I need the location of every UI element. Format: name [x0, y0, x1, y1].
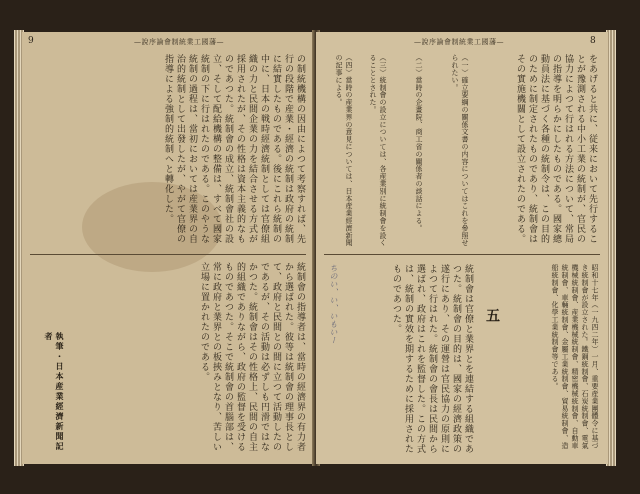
left-page [22, 32, 314, 464]
pencil-annotation: ちのい、い、いもいー [329, 264, 338, 344]
right-upper-text: をあげると共に、従来において先行することが豫測される中小工業の統制が、官民の協力によつて行はれる方法について、常局の指導を明らかにしたものである。國家總動員法に基づく各種の統制令は、この目的のために制定されたものであり、統制會はその實施機關として設立されたのである。 [515, 54, 597, 244]
note-2: （二）當時の企畫院、商工省の關係者の談話による。 [415, 54, 423, 232]
right-small-notes: 昭和十七年（一九四二年）一月、重要産業團體令に基づき統制會が設立された。鐵鋼統制會、石炭統制會、電氣機械統制會、産業機械統制會、精密機械統制會、自動車統制會、車輛統制會、金屬工業統制會、貿易統制會、造船統制會、化學工業統制會等である。 [551, 264, 599, 449]
colophon: 執筆・日本産業經濟新聞記者 [44, 332, 65, 452]
running-head-left: —說序論會制統業工國藩— [134, 38, 224, 46]
divider [324, 254, 600, 255]
note-1: （一）確立要綱の關係文書の内容についてはこれを參照せられたい。 [451, 54, 469, 247]
page-number-right: 8 [590, 36, 596, 46]
left-upper-text: の制統機構の因由によつて考察すれば、先行の段階で産業・經濟の統制は政府の統制に結實したものである。後にこれら統制の中に、日本の戦時經濟統制としては官僚組織の力と民間企業の力を結合させる方式が採用されたが、その性格は資本主義的なものであつた。統制會の成立、統制會社の設立、そして配給機構の整備は、すべて國家統制の下に行はれたのである。このやうな統制の過程は、當初においては産業界の自治的統制として出發したが、やがて官僚の指導による強制的統制へと轉化した。 [163, 54, 305, 244]
running-head-right: —說序論會制統業工國藩— [414, 38, 504, 46]
note-4: （四）當時の産業界の意見については、日本産業經濟新聞の記事による。 [335, 54, 353, 247]
left-lower-text: 統制會の指導者は、當時の經濟界の有力者から選ばれた。彼等は統制會の理事長として、政府と民間との間に立つて活動したのであるが、その活動は必ずしも円滑ではなかつた。統制會はその性格上、民間の自主的組織でありながら、政府の監督を受けるものであつた。そこで統制會の首腦部は、常に政府と業界との板挾みとなり、苦しい立場に置かれたのである。 [199, 262, 305, 452]
section-heading: 五 [484, 308, 500, 322]
right-lower-text: 統制會は官僚と業界とを連結する組織であつた。統制會の目的は、國家の經濟政策の遂行にあり、その運營は官民協力の原則によつて行はれた。統制會の會長は民間から選ばれ、政府はこれを監督した。この方式は、統制の實效を期するために採用されたものであつた。 [391, 264, 473, 454]
divider [30, 254, 306, 255]
right-page [316, 32, 608, 464]
page-number-left: 9 [28, 36, 34, 46]
note-3: （三）統制會の設立については、各産業別に統制會を設くることとされた。 [369, 54, 387, 247]
